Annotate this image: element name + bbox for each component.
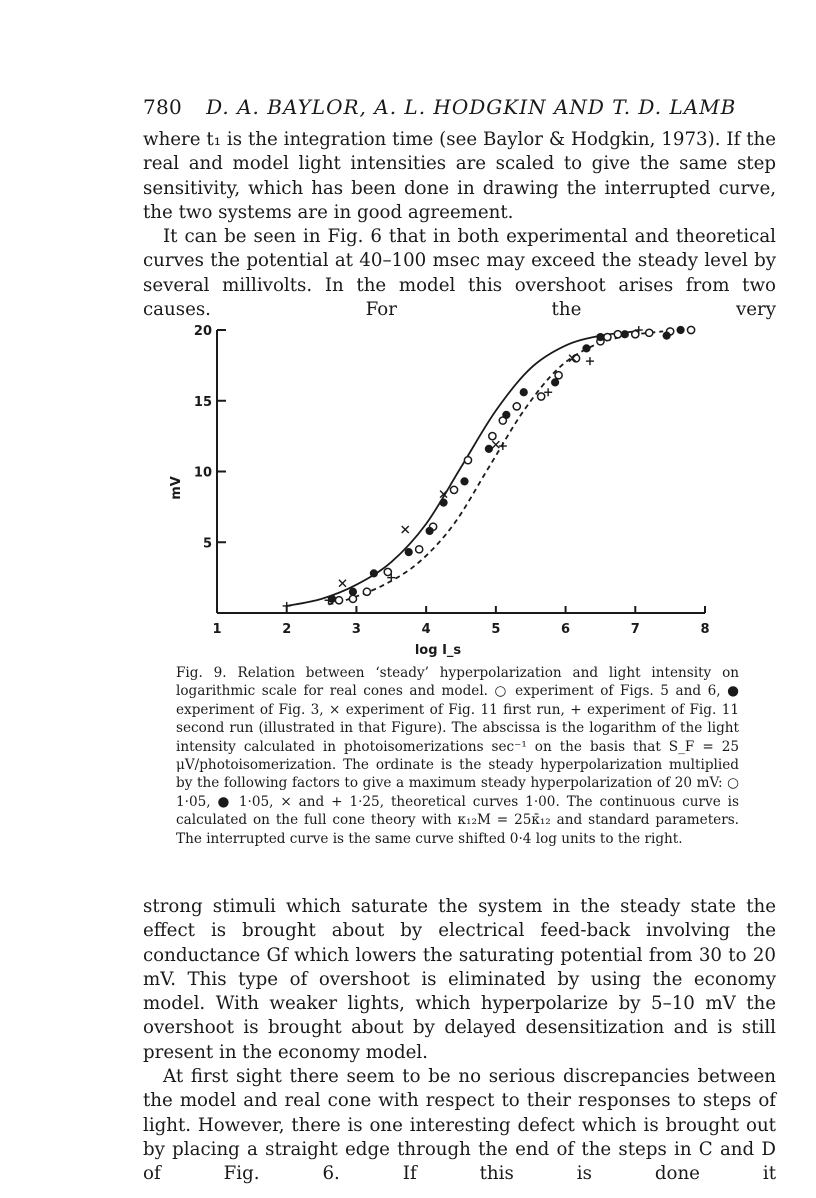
paragraph: It can be seen in Fig. 6 that in both experimental and theoretical curves the potential at 40–100 msec may exceed the steady level by several millivolts. In the model this overshoot arises from two causes. For the very — [143, 226, 776, 321]
y-tick-label: 20 — [193, 324, 212, 339]
data-point-open-circle — [464, 457, 471, 464]
caption-text: Relation between ‘steady’ hyperpolarization and light intensity on logarithmic scale for real cones and model. ○ experiment of Figs. 5 and 6, ● experiment of Fig. 3, × experiment of Fig. 11 first run, + experiment of Fig. 11 second run (illustrated in that Figure). The abscissa is the logarithm of the light intensity calculated in photoisomerizations sec⁻¹ on the basis that S_F = 25 μV/photoisomerization. The ordinate is the steady hyperpolarization multiplied by the following factors to give a maximum steady hyperpolarization of 20 mV: ○ 1·05, ● 1·05, × and + 1·25, theoretical curves 1·00. The continuous curve is calculated on the full cone theory with κ₁₂M = 25κ̄₁₂ and standard parameters. The interrupted curve is the same curve shifted 0·4 log units to the right. — [176, 665, 740, 847]
body-text-bottom — [143, 895, 776, 1187]
data-point-open-circle — [416, 546, 423, 553]
figure-caption — [176, 664, 739, 848]
running-head-authors: D. A. BAYLOR, A. L. HODGKIN AND T. D. LAMB — [206, 95, 737, 119]
data-point-open-circle — [513, 403, 520, 410]
data-point-open-circle — [555, 372, 562, 379]
continuous-theory-curve — [287, 331, 636, 606]
x-tick-label: 2 — [282, 622, 292, 637]
body-text-top — [143, 128, 776, 322]
data-point-plus — [499, 442, 507, 450]
data-point-filled-circle — [370, 569, 378, 577]
x-tick-label: 5 — [491, 622, 501, 637]
data-point-open-circle — [335, 597, 342, 604]
data-point-filled-circle — [677, 326, 685, 334]
chart-axes — [194, 324, 710, 637]
data-point-filled-circle — [460, 477, 468, 485]
data-point-plus — [586, 357, 594, 365]
data-point-filled-circle — [596, 333, 604, 341]
x-axis-label: log I_s — [414, 643, 462, 658]
data-point-filled-circle — [439, 499, 447, 507]
data-point-filled-circle — [426, 527, 434, 535]
data-point-filled-circle — [520, 388, 528, 396]
y-tick-label: 10 — [193, 465, 212, 481]
data-point-plus — [544, 388, 552, 396]
data-point-open-circle — [349, 595, 356, 602]
y-tick-label: 5 — [202, 536, 212, 552]
data-point-filled-circle — [502, 411, 510, 419]
data-point-filled-circle — [349, 588, 357, 596]
x-tick-label: 4 — [421, 622, 431, 637]
data-point-open-circle — [604, 333, 611, 340]
page-header — [143, 95, 736, 119]
data-point-open-circle — [489, 433, 496, 440]
figure-9-chart — [150, 318, 730, 662]
data-point-cross — [339, 580, 346, 587]
data-point-open-circle — [614, 331, 621, 338]
data-point-open-circle — [450, 486, 457, 493]
y-tick-label: 15 — [193, 394, 212, 410]
x-tick-label: 3 — [351, 622, 361, 637]
x-tick-label: 7 — [630, 622, 640, 637]
data-point-open-circle — [538, 393, 545, 400]
data-point-plus — [283, 602, 291, 610]
paragraph: where t₁ is the integration time (see Baylor & Hodgkin, 1973). If the real and model light intensities are scaled to give the same step sensitivity, which has been done in drawing the interrupted curve, the two systems are in good agreement. — [143, 129, 776, 223]
page-number: 780 — [143, 95, 183, 119]
paragraph: At first sight there seem to be no serious discrepancies between the model and real cone with respect to their responses to steps of light. However, there is one interesting defect which is brought out by placing a straight edge through the end of the steps in C and D of Fig. 6. If this is done it — [143, 1066, 776, 1185]
x-tick-label: 1 — [212, 622, 222, 637]
interrupted-theory-curve — [329, 331, 664, 604]
data-point-open-circle — [632, 331, 639, 338]
data-point-open-circle — [646, 329, 653, 336]
paragraph: strong stimuli which saturate the system in the steady state the effect is brought about by electrical feed-back involving the conductance Gf which lowers the saturating potential from 30 to 20 mV. This type of overshoot is eliminated by using the economy model. With weaker lights, which hyperpolarize by 5–10 mV the overshoot is brought about by delayed desensitization and is still present in the economy model. — [143, 896, 776, 1063]
data-point-open-circle — [363, 588, 370, 595]
data-point-open-circle — [687, 326, 694, 333]
x-tick-label: 6 — [561, 622, 571, 637]
data-point-filled-circle — [663, 332, 671, 340]
x-tick-label: 8 — [700, 622, 710, 637]
chart-curves — [287, 331, 663, 606]
data-point-cross — [492, 441, 499, 448]
data-point-filled-circle — [405, 548, 413, 556]
data-point-cross — [402, 526, 409, 533]
y-axis-label: mV — [169, 476, 184, 500]
data-point-filled-circle — [582, 344, 590, 352]
data-point-filled-circle — [621, 330, 629, 338]
data-point-filled-circle — [485, 445, 493, 453]
data-point-filled-circle — [551, 378, 559, 386]
caption-label: Fig. 9. — [176, 665, 227, 681]
data-point-open-circle — [384, 568, 391, 575]
